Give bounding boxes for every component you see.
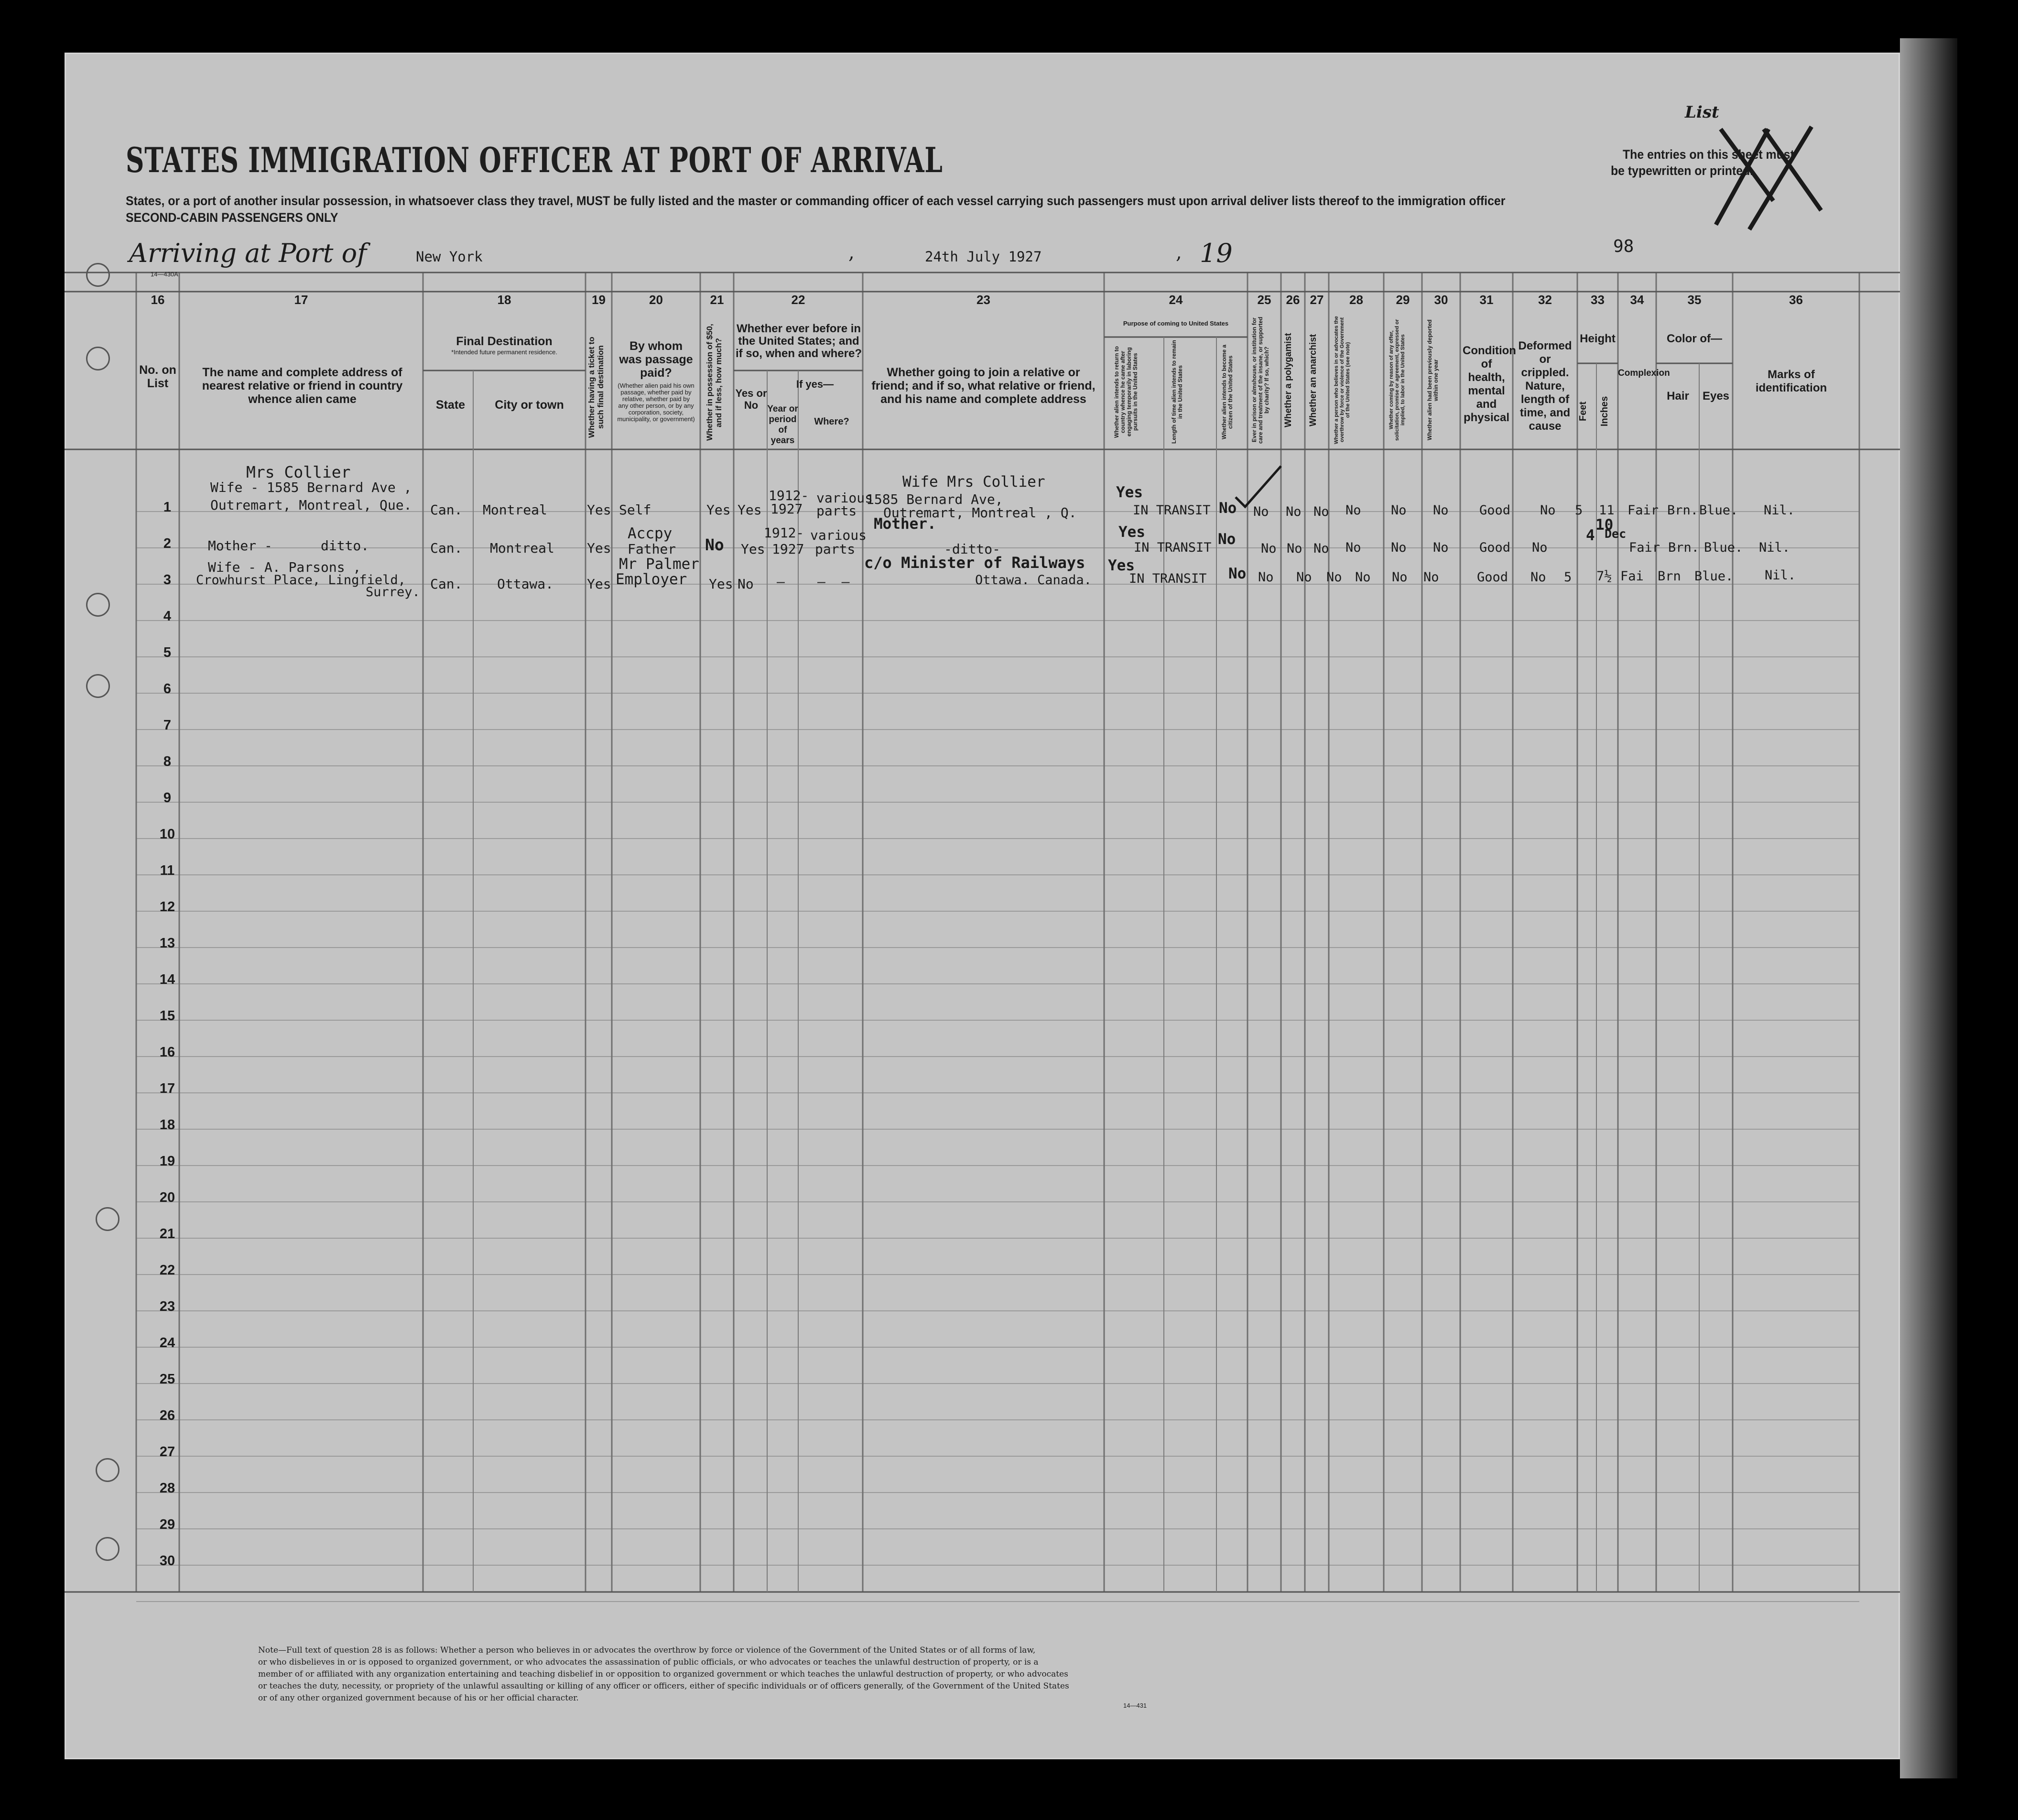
- entry-r2-c30: No: [1433, 540, 1449, 555]
- entry-r1-hair: Brn.: [1667, 503, 1699, 518]
- column-number: 31: [1479, 293, 1494, 307]
- entry-r3-state: Can.: [430, 576, 463, 592]
- entry-r1-paid: Self: [619, 502, 651, 518]
- col-33-header: Height: [1580, 332, 1616, 345]
- entry-r2-c26: No: [1287, 541, 1302, 556]
- row-number: 25: [159, 1372, 175, 1387]
- entry-r3-year: —: [777, 574, 785, 589]
- entry-r1-c17-addr-a: Wife - 1585 Bernard Ave ,: [210, 480, 412, 495]
- col-17-header: The name and complete address of nearest relative or friend in country whence alien came: [202, 366, 403, 406]
- col-22-year: Year or period of years: [767, 404, 798, 446]
- check-mark: [1236, 466, 1281, 507]
- arriving-label: Arriving at Port of: [129, 238, 367, 268]
- row-number: 24: [159, 1335, 175, 1351]
- entry-r3-where: — —: [817, 574, 850, 589]
- entry-r3-c25: No: [1258, 570, 1274, 585]
- column-number: 33: [1591, 293, 1605, 307]
- row-number: 18: [159, 1117, 175, 1133]
- col-24-return: Whether alien intends to return to country whence he came after engaging temporarily in laboring pursuits in the United States: [1113, 346, 1139, 438]
- sheet-number: 98: [1613, 237, 1634, 256]
- row-number: 21: [159, 1226, 175, 1242]
- column-number: 29: [1396, 293, 1410, 307]
- entry-r3-ticket: Yes: [587, 576, 611, 592]
- row-number: 26: [159, 1408, 175, 1423]
- entry-r2-before: Yes: [741, 541, 765, 557]
- entry-r1-eyes: Blue.: [1699, 503, 1738, 518]
- entry-r2-c27: No: [1313, 541, 1329, 556]
- col-28-header: Whether a person who believes in or advocates the overthrow by force or violence of the Government of the United States (see note): [1334, 316, 1351, 444]
- row-number: 13: [159, 936, 175, 951]
- col-26-header: Whether a polygamist: [1283, 333, 1293, 427]
- column-number: 32: [1538, 293, 1552, 307]
- entry-r2-join-b: -ditto-: [944, 541, 1001, 557]
- row-number: 10: [159, 827, 175, 842]
- col-22-where: Where?: [814, 416, 849, 427]
- entry-r3-c26: No: [1296, 570, 1312, 585]
- entry-r1-where-b: parts: [816, 503, 857, 519]
- row-number: 28: [159, 1481, 175, 1496]
- entry-r3-health: Good: [1477, 570, 1508, 585]
- column-number: 18: [497, 293, 511, 307]
- row-number: 4: [163, 609, 172, 624]
- column-number: 20: [649, 293, 663, 307]
- row-number: 29: [159, 1517, 175, 1532]
- entry-r3-length: IN TRANSIT: [1129, 571, 1207, 586]
- col-24-header: Purpose of coming to United States: [1123, 320, 1229, 327]
- col-25-header: Ever in prison or almshouse, or institution for care and treatment of the insane, or supported by charity? If so, which?: [1251, 316, 1270, 444]
- col-24-citizen: Whether alien intends to become a citizen of the United States: [1221, 344, 1234, 440]
- entry-r3-feet: 5: [1564, 570, 1572, 585]
- entry-r1-ticket: Yes: [587, 502, 611, 518]
- entry-r3-hair: Brn: [1658, 569, 1681, 584]
- entry-r3-c28: No: [1355, 570, 1371, 585]
- entry-r3-join-b: Ottawa. Canada.: [975, 573, 1092, 588]
- form-code: 14—430A: [151, 271, 178, 278]
- entry-r2-c29: No: [1391, 540, 1407, 555]
- entry-r1-join-a: Wife Mrs Collier: [902, 473, 1045, 490]
- row-number: 20: [159, 1190, 175, 1205]
- col-29-header: Whether coming by reason of any offer, solicitation, promise or agreement, expressed or implied, to labor in the United States: [1389, 319, 1406, 441]
- entry-r1-where-a: various: [816, 490, 873, 506]
- entry-r1-c17-name: Mrs Collier: [246, 463, 351, 481]
- row-number: 15: [159, 1008, 175, 1024]
- col-22-ifyes: If yes—: [796, 378, 834, 390]
- row-number: 5: [163, 645, 172, 660]
- page-subtitle: States, or a port of another insular possession, in whatsoever class they travel, MUST be fully listed and the master or commanding officer of each vessel carrying such passengers must upon arrival deliver lists thereof to the immigration officer: [126, 194, 1506, 208]
- entry-r2-complexion: Fair: [1629, 540, 1660, 555]
- entry-r2-where-a: various: [810, 527, 867, 543]
- row-number: 7: [163, 718, 172, 733]
- col-18-state: State: [435, 398, 466, 412]
- entry-r1-c30: No: [1433, 503, 1449, 518]
- entry-r1-50: Yes: [706, 502, 731, 518]
- column-number: 19: [592, 293, 606, 307]
- row-number: 11: [160, 863, 175, 878]
- row-number: 27: [159, 1444, 175, 1460]
- col-30-header: Whether alien had been previously deported within one year: [1426, 319, 1439, 441]
- entry-r1-year-b: 1927: [770, 501, 803, 517]
- column-number: 30: [1434, 293, 1448, 307]
- year-prefix: 19: [1200, 238, 1233, 268]
- entry-r3-citizen: No: [1228, 565, 1247, 582]
- col-19-header: Whether having a ticket to such final destination: [587, 337, 605, 438]
- entry-r2-city: Montreal: [490, 540, 554, 556]
- footer-note-4: or teaches the duty, necessity, or propriety of the unlawful assaulting or killing of any officer or officers, either of specific individuals or of officers generally, of the Government of the United States: [258, 1681, 1069, 1691]
- row-number: 14: [159, 972, 175, 987]
- column-number: 36: [1789, 293, 1803, 307]
- row-number: 30: [159, 1553, 175, 1569]
- entry-r1-inches: 11: [1599, 503, 1615, 518]
- entry-r3-c17-c: Surrey.: [366, 585, 420, 599]
- footer-note-3: member of or affiliated with any organization entertaining and teaching disbelief in or opposition to organized government or which teaches the unlawful destruction of property, or who advocates: [258, 1669, 1068, 1679]
- arrival-date: 24th July 1927: [925, 249, 1042, 265]
- col-35-hair: Hair: [1667, 390, 1689, 403]
- col-33-feet: Feet: [1578, 401, 1588, 421]
- entry-r1-c28: No: [1345, 503, 1361, 518]
- entry-r3-inches: 7½: [1596, 569, 1612, 584]
- entries-note-1: The entries on this sheet must: [1623, 147, 1794, 162]
- col-23-header: Whether going to join a relative or friend; and if so, what relative or friend, and his name and complete address: [871, 366, 1096, 406]
- entry-r2-join-a: Mother.: [874, 515, 936, 533]
- entry-r2-year-b: 1927: [772, 541, 804, 557]
- entry-r2-c17: Mother - ditto.: [208, 538, 369, 554]
- col-21-header: Whether in possession of $50, and if less, how much?: [705, 324, 723, 441]
- entry-r1-complexion: Fair: [1627, 503, 1659, 518]
- entry-r1-state: Can.: [430, 502, 463, 518]
- footer-note-2: or who disbelieves in or is opposed to organized government, or who advocates the assassination of public officials, or who advocates or teaches the unlawful destruction of property, or is a: [258, 1657, 1039, 1667]
- col-36-header: Marks of identification: [1755, 368, 1827, 394]
- row-number: 2: [163, 536, 172, 551]
- entry-r1-year-a: 1912-: [769, 488, 809, 503]
- row-number: 12: [159, 899, 175, 915]
- entry-r1-marks: Nil.: [1764, 503, 1795, 518]
- entry-r2-year-a: 1912-: [764, 525, 804, 541]
- entry-r2-inches: 10: [1595, 516, 1614, 534]
- col-31-header: Condition of health, mental and physical: [1463, 344, 1516, 424]
- entry-r2-hair: Brn.: [1668, 540, 1700, 555]
- row-number: 16: [159, 1045, 175, 1060]
- entry-r3-join-a: c/o Minister of Railways: [864, 554, 1085, 572]
- entry-r1-citizen: No: [1219, 500, 1237, 517]
- entry-r2-inches-b: Dec: [1605, 527, 1627, 541]
- footer-form-code: 14—431: [1123, 1702, 1147, 1709]
- row-number: 8: [163, 754, 172, 769]
- row-number: 23: [159, 1299, 175, 1314]
- col-32-header: Deformed or crippled. Nature, length of time, and cause: [1518, 339, 1572, 433]
- row-number: 6: [163, 681, 172, 697]
- col-18-header: Final Destination: [456, 335, 553, 348]
- entry-r1-join-c: Outremart, Montreal , Q.: [883, 505, 1077, 521]
- entry-r3-marks: Nil.: [1765, 568, 1796, 583]
- col-22-header: Whether ever before in the United States; and if so, when and where?: [735, 322, 862, 360]
- row-number: 17: [159, 1081, 175, 1096]
- column-number: 27: [1310, 293, 1324, 307]
- column-number: 21: [710, 293, 724, 307]
- entry-r3-50: Yes: [709, 576, 733, 592]
- entry-r3-deformed: No: [1530, 570, 1546, 585]
- entry-r3-c27: No: [1326, 570, 1342, 585]
- entry-r1-health: Good: [1479, 503, 1511, 518]
- col-27-header: Whether an anarchist: [1308, 334, 1318, 426]
- entry-r1-c29: No: [1391, 503, 1407, 518]
- col-33-inches: Inches: [1599, 396, 1610, 426]
- entry-r2-feet: 4: [1586, 527, 1595, 544]
- col-18-city: City or town: [495, 398, 564, 412]
- page-title: STATES IMMIGRATION OFFICER AT PORT OF ARRIVAL: [126, 140, 943, 180]
- row-number: 19: [159, 1154, 175, 1169]
- column-number: 23: [976, 293, 990, 307]
- col-22-yesno: Yes or No: [735, 387, 767, 411]
- entry-r2-length: IN TRANSIT: [1134, 540, 1212, 555]
- col-24-length: Length of time alien intends to remain in the United States: [1171, 340, 1183, 444]
- entry-r3-return: Yes: [1108, 557, 1135, 574]
- entry-r1-c25: No: [1253, 504, 1269, 519]
- column-number: 22: [791, 293, 805, 307]
- entry-r3-eyes: Blue.: [1694, 569, 1734, 584]
- column-number: 25: [1257, 293, 1271, 307]
- col-20-note: (Whether alien paid his own passage, whether paid by relative, whether paid by any other person, or by any corporation, society, municipality, or government): [617, 382, 695, 423]
- entry-r1-c26: No: [1286, 504, 1302, 519]
- entry-r2-c25: No: [1261, 541, 1277, 556]
- col-34-header: Complexion: [1618, 368, 1670, 378]
- row-number: 22: [159, 1263, 175, 1278]
- entry-r2-health: Good: [1479, 540, 1511, 555]
- entry-r3-c17-b: Crowhurst Place, Lingfield,: [196, 573, 406, 588]
- row-number: 1: [163, 500, 172, 515]
- entry-r1-length: IN TRANSIT: [1133, 503, 1211, 518]
- entry-r1-feet: 5: [1575, 503, 1583, 518]
- col-16-header: No. on List: [139, 363, 176, 390]
- entry-r1-deformed: No: [1540, 503, 1556, 518]
- entry-r2-paid-b: Father: [628, 541, 676, 557]
- col-35-eyes: Eyes: [1702, 390, 1730, 403]
- entry-r3-paid-b: Employer: [616, 571, 687, 588]
- column-number: 34: [1630, 293, 1644, 307]
- entry-r1-c17-addr-b: Outremart, Montreal, Que.: [210, 497, 412, 513]
- entry-r3-c29: No: [1392, 570, 1408, 585]
- entry-r3-before: No: [738, 576, 754, 592]
- class-line: SECOND-CABIN PASSENGERS ONLY: [126, 210, 338, 225]
- column-number: 24: [1169, 293, 1183, 307]
- row-number: 9: [163, 790, 172, 806]
- entry-r2-c28: No: [1345, 540, 1361, 555]
- port-value: New York: [416, 249, 483, 265]
- entry-r2-state: Can.: [430, 540, 463, 556]
- entry-r1-before: Yes: [738, 502, 762, 518]
- entry-r3-paid-a: Mr Palmer: [619, 556, 699, 573]
- col-35-header: Color of—: [1667, 332, 1722, 345]
- column-number: 26: [1286, 293, 1300, 307]
- row-number: 3: [163, 572, 172, 588]
- entry-r3-c30: No: [1423, 570, 1439, 585]
- entry-r1-city: Montreal: [483, 502, 547, 518]
- column-number: 16: [151, 293, 165, 307]
- entries-note-2: be typewritten or printed.: [1611, 163, 1754, 178]
- entry-r1-c27: No: [1313, 504, 1329, 519]
- col-18-note: *Intended future permanent residence.: [451, 349, 557, 356]
- entry-r3-city: Ottawa.: [497, 576, 554, 592]
- entry-r2-50: No: [705, 535, 724, 554]
- list-label: List: [1685, 103, 1719, 122]
- entry-r3-complexion: Fai: [1620, 569, 1644, 584]
- entry-r2-ticket: Yes: [587, 540, 611, 556]
- col-20-header: By whom was passage paid?: [619, 339, 693, 380]
- entry-r1-return: Yes: [1116, 484, 1143, 501]
- entry-r2-eyes: Blue.: [1704, 540, 1743, 555]
- footer-note-5: or of any other organized government because of his or her official character.: [258, 1693, 579, 1703]
- entry-r2-marks: Nil.: [1759, 540, 1790, 555]
- entry-r2-paid-a: Accpy: [628, 525, 673, 542]
- column-number: 35: [1687, 293, 1702, 307]
- entry-r2-where-b: parts: [815, 541, 856, 557]
- column-number: 28: [1349, 293, 1363, 307]
- column-number: 17: [294, 293, 308, 307]
- entry-r1-join-b: 1585 Bernard Ave,: [866, 491, 1003, 507]
- entry-r2-deformed: No: [1532, 540, 1548, 555]
- entry-r2-return: Yes: [1118, 523, 1145, 541]
- entry-r3-c17-a: Wife - A. Parsons ,: [208, 559, 361, 575]
- entry-r2-citizen: No: [1218, 531, 1236, 548]
- footer-note-1: Note—Full text of question 28 is as follows: Whether a person who believes in or advocates the overthrow by force or violence of the Government of the United States or of all forms of law,: [258, 1646, 1036, 1655]
